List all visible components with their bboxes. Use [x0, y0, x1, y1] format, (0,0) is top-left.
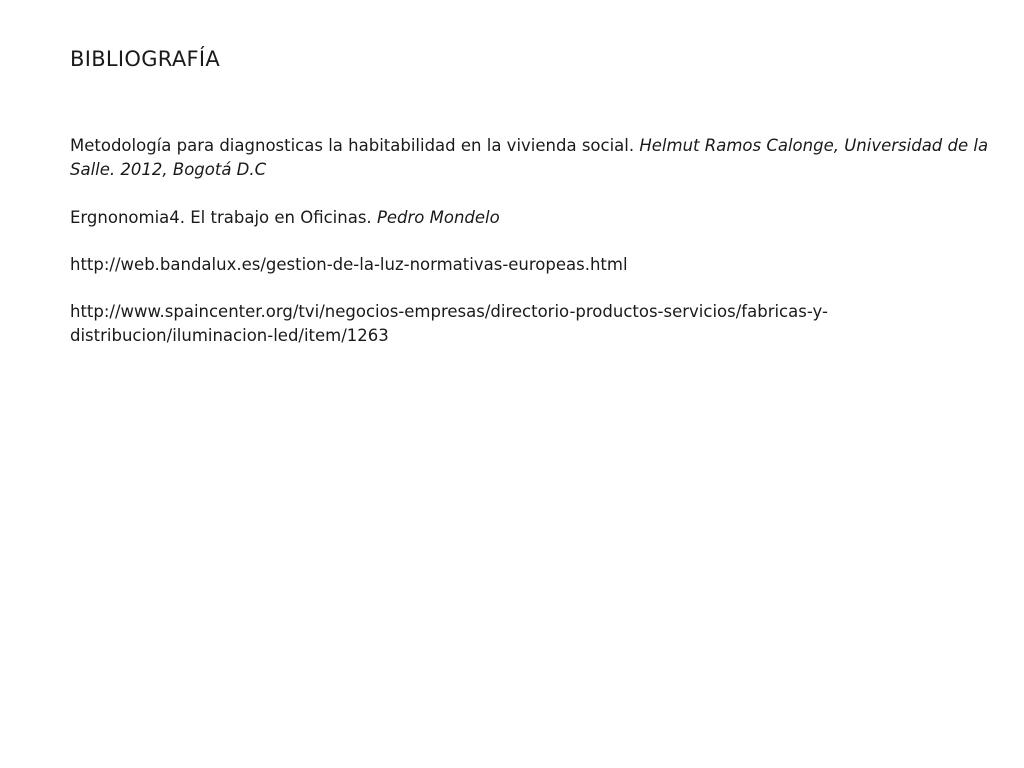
bibliography-entry — [70, 206, 1000, 230]
entry-author: Helmut Ramos Calonge, Universidad de la Salle — [70, 136, 989, 179]
entry-url-line-2: distribucion/iluminacion-led/item/1263 — [70, 326, 389, 345]
entry-url: http://web.bandalux.es/gestion-de-la-luz-normativas-europeas.html — [70, 255, 628, 274]
page-title: BIBLIOGRAFÍA — [70, 47, 221, 71]
entry-details: . 2012, Bogotá D.C — [109, 160, 267, 179]
bibliography-entry — [70, 134, 1000, 182]
bibliography-list — [70, 134, 1000, 371]
entry-title: Ergnonomia4. El trabajo en Oficinas. — [70, 208, 377, 227]
bibliography-entry — [70, 253, 1000, 277]
entry-url-line-1: http://www.spaincenter.org/tvi/negocios-empresas/directorio-productos-servicios/fabricas-y- — [70, 302, 828, 321]
entry-author: Pedro Mondelo — [376, 208, 500, 227]
entry-title: Metodología para diagnosticas la habitabilidad en la vivienda social. — [70, 136, 640, 155]
bibliography-entry — [70, 300, 1000, 348]
